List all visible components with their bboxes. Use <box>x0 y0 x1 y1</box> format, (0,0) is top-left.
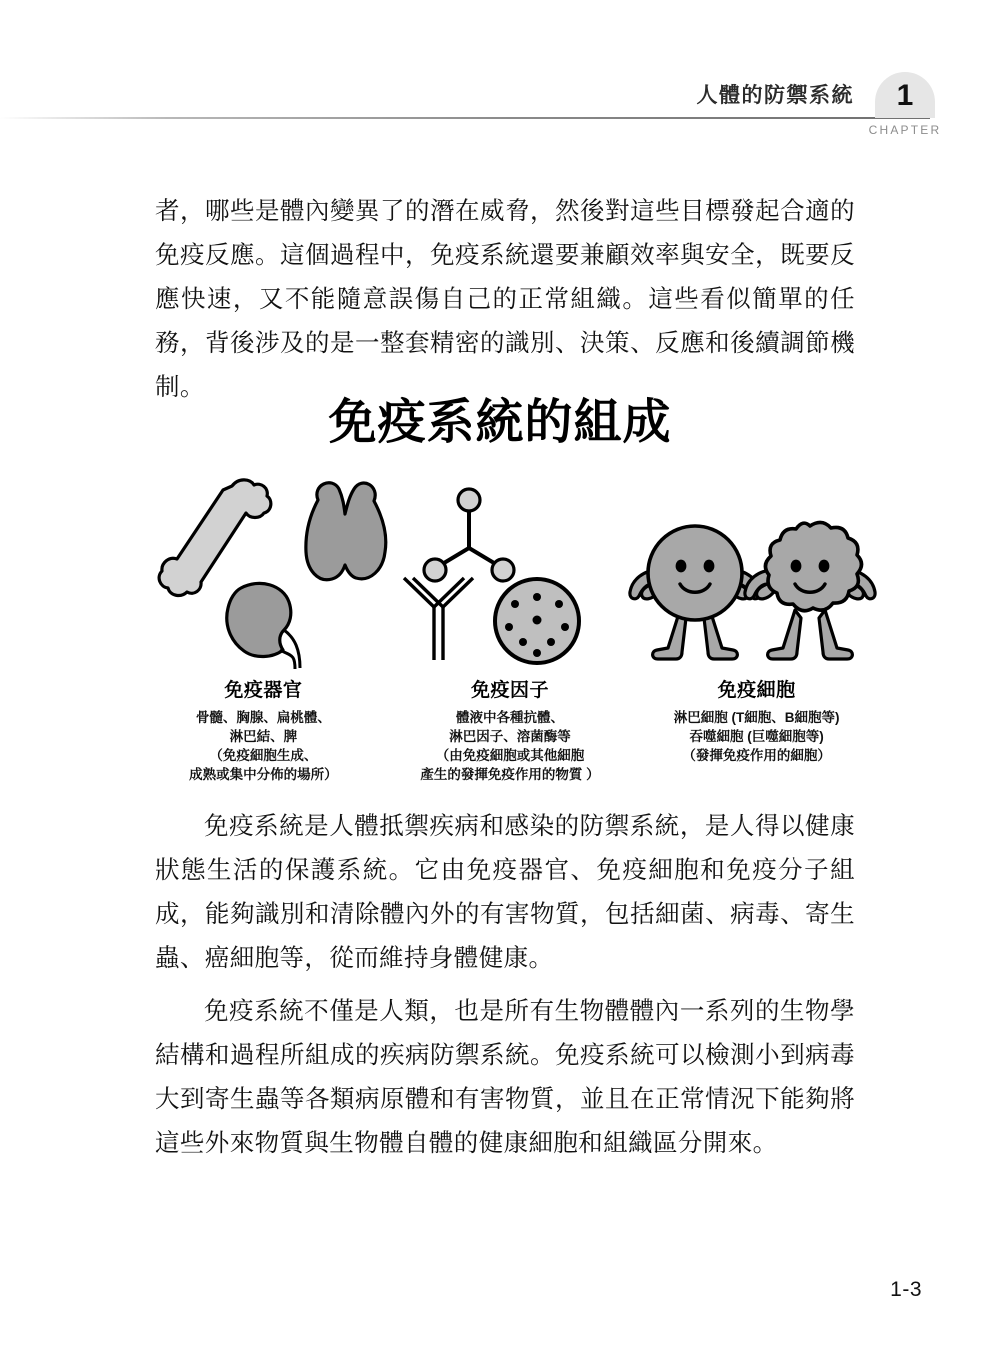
running-header <box>0 0 1000 150</box>
caption-title: 免疫細胞 <box>717 680 796 701</box>
caption-lines <box>140 708 387 784</box>
caption-line: 成熟或集中分佈的場所） <box>189 767 338 782</box>
section-heading: 免疫系統的組成 <box>328 396 672 449</box>
caption-line: 產生的發揮免疫作用的物質 ） <box>420 767 600 782</box>
smiling-wavy-cell-icon <box>745 522 875 659</box>
caption-line: （免疫細胞生成、 <box>209 748 318 763</box>
caption-line: 骨髓、胸腺、扁桃體、 <box>195 710 331 725</box>
paragraph-1: 者，哪些是體內變異了的潛在威脅，然後對這些目標發起合適的免疫反應。這個過程中，免疫系統還要兼顧效率與安全，既要反應快速，又不能隨意誤傷自己的正常組織。這些看似簡單的任務，背後涉及的是一整套精密的識別、決策、反應和後續調節機制。 <box>155 198 855 401</box>
antibody-icon <box>404 578 473 660</box>
caption-line: 吞噬細胞 (巨噬細胞等) <box>689 729 824 744</box>
caption-line: （由免疫細胞或其他細胞 <box>435 748 585 763</box>
thymus-icon <box>306 483 386 580</box>
paragraph-2: 免疫系統是人體抵禦疾病和感染的防禦系統，是人得以健康狀態生活的保護系統。它由免疫器官、免疫細胞和免疫分子組成，能夠識別和清除體內外的有害物質，包括細菌、病毒、寄生蟲、癌細胞等，從而維持身體健康。 <box>155 813 855 972</box>
dotted-cell-icon <box>495 579 579 663</box>
molecule-icon <box>424 489 514 581</box>
paragraph-block-3 <box>155 990 855 1166</box>
caption-immune-cells <box>633 675 880 784</box>
bone-icon <box>159 480 271 596</box>
immune-system-figure <box>140 470 880 790</box>
paragraph-block-1 <box>155 190 855 410</box>
caption-lines <box>387 708 634 784</box>
paragraph-block-2 <box>155 805 855 981</box>
caption-title: 免疫因子 <box>471 680 550 701</box>
smiling-round-cell-icon <box>630 526 760 659</box>
caption-title: 免疫器官 <box>224 680 303 701</box>
caption-line: 淋巴結、脾 <box>229 729 298 744</box>
caption-line: 淋巴細胞 (T細胞、B細胞等) <box>673 710 840 725</box>
chapter-label: CHAPTER <box>868 123 942 137</box>
paragraph-3: 免疫系統不僅是人類，也是所有生物體體內一系列的生物學結構和過程所組成的疾病防禦系統。免疫系統可以檢測小到病毒大到寄生蟲等各類病原體和有害物質，並且在正常情況下能夠將這些外來物質與生物體自體的健康細胞和組織區分開來。 <box>155 998 855 1157</box>
header-divider <box>0 117 930 119</box>
page-number: 1-3 <box>890 1278 922 1301</box>
caption-line: 體液中各種抗體、 <box>456 710 564 725</box>
caption-line: （發揮免疫作用的細胞） <box>682 748 831 763</box>
figure-artwork <box>140 470 880 670</box>
caption-immune-factors <box>387 675 634 784</box>
caption-immune-organs <box>140 675 387 784</box>
figure-captions <box>140 675 880 784</box>
caption-lines <box>633 708 880 765</box>
caption-line: 淋巴因子、溶菌酶等 <box>449 729 571 744</box>
chapter-number: 1 <box>896 79 914 112</box>
spleen-icon <box>227 583 300 669</box>
chapter-title: 人體的防禦系統 <box>696 84 854 107</box>
